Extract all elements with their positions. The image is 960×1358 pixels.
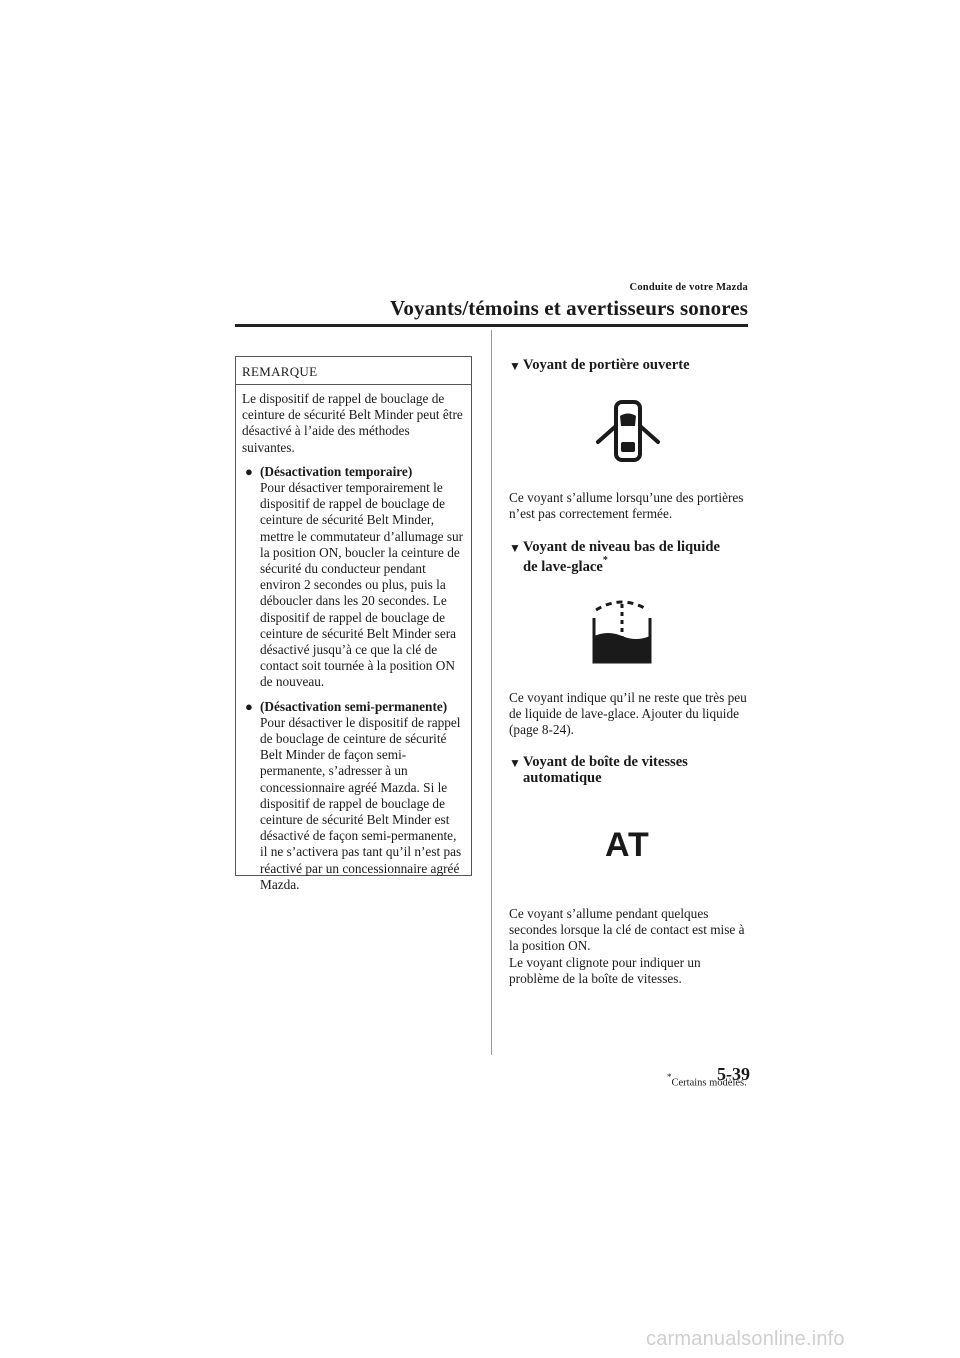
door-section-title [509,357,690,373]
washer-title-line2: de lave-glace [523,558,603,575]
triangle-marker-icon: ▼ [509,756,521,770]
washer-description: Ce voyant indique qu’il ne reste que très peu de liquide de lave-glace. Ajouter du liquide (page 8-24). [509,690,747,738]
note-intro: Le dispositif de rappel de bouclage de ceinture de sécurité Belt Minder peut être désactivé à l’aide des méthodes suivantes. [242,391,463,455]
bullet-title: (Désactivation semi-permanente) [260,698,448,714]
transmission-description [509,906,754,987]
transmission-section-title [509,754,688,786]
door-title-text: Voyant de portière ouverte [523,357,690,373]
watermark: carmanualsonline.info [646,1328,845,1350]
washer-fluid-icon [590,596,654,666]
column-divider [491,330,492,1055]
bullet-title: (Désactivation temporaire) [260,463,413,479]
certain-models-mark: * [602,555,608,566]
transmission-text-2: Le voyant clignote pour indiquer un problème de la boîte de vitesses. [509,954,701,986]
footnote-text: Certains modèles. [671,1077,747,1089]
note-bullet-semi-permanent [242,699,465,893]
note-body [236,385,471,893]
triangle-marker-icon: ▼ [509,541,521,555]
note-bullet-temporary [242,464,465,691]
washer-section-title [509,539,720,575]
page-number: 5-39 [717,1064,750,1084]
triangle-marker-icon: ▼ [509,359,521,373]
note-box [235,356,472,892]
footnote-mark: * [667,1072,672,1082]
bullet-text: Pour désactiver temporairement le dispositif de rappel de bouclage de ceinture de sécurité Belt Minder, mettre le commutateur d’allumage sur la position ON, boucler la ceinture de sécurité du conducteur pendant environ 2 secondes ou plus, puis la déboucler dans les 20 secondes. Le dispositif de rappel de bouclage de ceinture de sécurité Belt Minder sera désactivé jusqu’à ce que la clé de contact soit tournée à la position ON de nouveau. [260,480,464,690]
washer-title-line1: Voyant de niveau bas de liquide [523,539,720,555]
bullet-text: Pour désactiver le dispositif de rappel de bouclage de ceinture de sécurité Belt Minder de façon semi-permanente, s’adresser à un concessionnaire agréé Mazda. Si le dispositif de rappel de bouclage de ceinture de sécurité Belt Minder est désactivé de façon semi-permanente, il ne s’activera pas tant qu’il n’est pas réactivé par un concessionnaire agréé Mazda. [260,714,462,892]
bullet-dot: ● [245,698,253,714]
door-description: Ce voyant s’allume lorsqu’une des portières n’est pas correctement fermée. [509,490,744,522]
bullet-dot: ● [245,463,253,479]
chapter-title: Conduite de votre Mazda [629,282,748,293]
transmission-title-line2: automatique [523,770,602,786]
header-rule [235,324,748,327]
at-indicator-icon: AT [605,826,650,864]
transmission-title-line1: Voyant de boîte de vitesses [523,754,688,770]
door-open-icon [592,398,664,464]
note-label: REMARQUE [236,357,471,385]
section-title: Voyants/témoins et avertisseurs sonores [390,296,748,320]
transmission-text-1: Ce voyant s’allume pendant quelques secondes lorsque la clé de contact est mise à la position ON. [509,906,745,954]
